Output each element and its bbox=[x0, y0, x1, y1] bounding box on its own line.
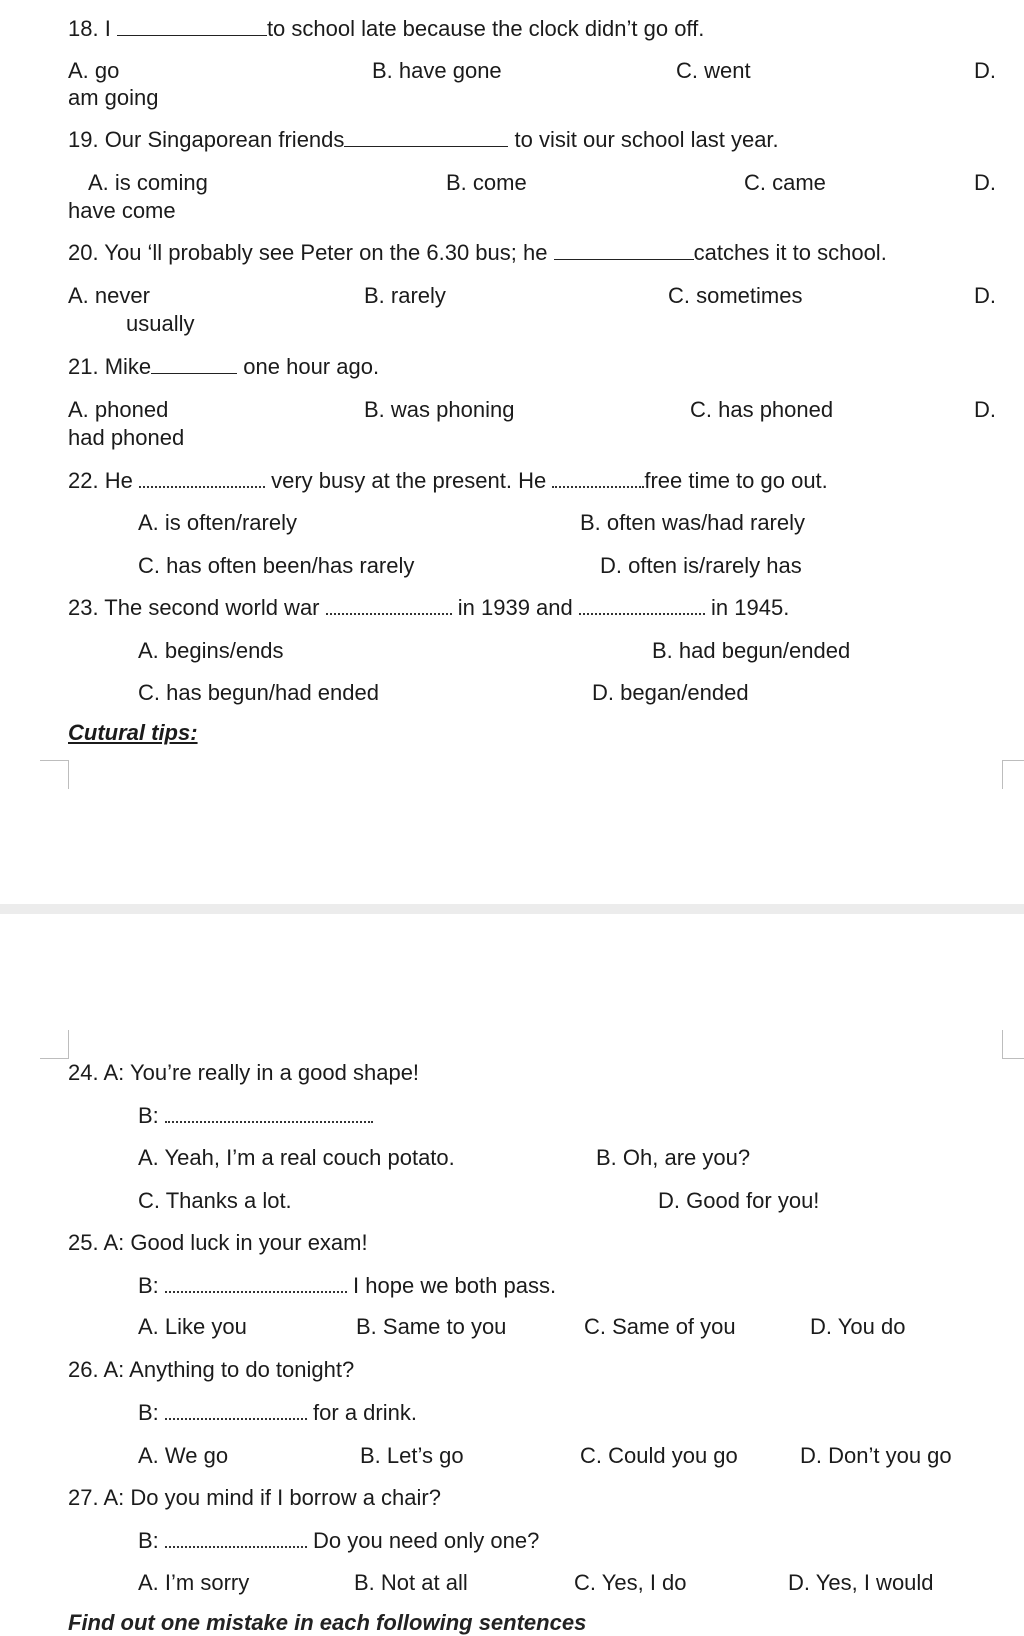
question-27-prompt: 27. A: Do you mind if I borrow a chair? bbox=[68, 1485, 441, 1510]
option-c: C. has begun/had ended bbox=[138, 680, 379, 705]
question-19-text: to visit our school last year. bbox=[514, 127, 779, 152]
option-d: D. Good for you! bbox=[658, 1188, 820, 1213]
speaker-b-text: Do you need only one? bbox=[313, 1528, 540, 1553]
speaker-b-label: B: bbox=[138, 1273, 159, 1298]
option-b: B. had begun/ended bbox=[652, 638, 851, 663]
option-c: C. came bbox=[744, 170, 826, 195]
question-22-part1: 22. He bbox=[68, 468, 133, 493]
question-24-response bbox=[138, 1103, 373, 1129]
answer-blank bbox=[344, 128, 508, 147]
option-c: C. sometimes bbox=[668, 283, 803, 308]
question-22 bbox=[68, 468, 828, 494]
option-d-text: had phoned bbox=[68, 425, 185, 450]
page-corner-mark bbox=[40, 1030, 69, 1059]
speaker-b-label: B: bbox=[138, 1400, 159, 1425]
option-d: D. You do bbox=[810, 1314, 906, 1339]
question-20-stem: 20. You ‘ll probably see Peter on the 6.30 bus; he bbox=[68, 240, 548, 265]
option-a: A. go bbox=[68, 58, 120, 83]
page-break-band bbox=[0, 904, 1024, 914]
question-19-stem: 19. Our Singaporean friends bbox=[68, 127, 345, 152]
option-b: B. Let’s go bbox=[360, 1443, 464, 1468]
option-b: B. Same to you bbox=[356, 1314, 507, 1339]
option-a: A. Yeah, I’m a real couch potato. bbox=[138, 1145, 455, 1170]
answer-blank bbox=[579, 595, 705, 615]
question-18-text: to school late because the clock didn’t go off. bbox=[266, 16, 705, 41]
question-20 bbox=[68, 240, 887, 266]
question-27-response bbox=[138, 1528, 539, 1554]
answer-blank bbox=[165, 1103, 373, 1123]
option-a: A. begins/ends bbox=[138, 638, 284, 663]
answer-blank bbox=[165, 1528, 307, 1548]
question-22-part2: very busy at the present. He bbox=[271, 468, 547, 493]
option-d-text: am going bbox=[68, 85, 159, 110]
question-23-part1: 23. The second world war bbox=[68, 595, 320, 620]
option-a: A. Like you bbox=[138, 1314, 247, 1339]
question-21-text: one hour ago. bbox=[243, 354, 380, 379]
option-d: D. bbox=[974, 397, 996, 422]
option-a: A. phoned bbox=[68, 397, 169, 422]
question-26-prompt: 26. A: Anything to do tonight? bbox=[68, 1357, 355, 1382]
question-18-stem: 18. I bbox=[68, 16, 111, 41]
option-c: C. Thanks a lot. bbox=[138, 1188, 292, 1213]
question-21-stem: 21. Mike bbox=[68, 354, 152, 379]
option-c: C. has phoned bbox=[690, 397, 834, 422]
option-d-text: usually bbox=[126, 311, 195, 336]
option-b: B. rarely bbox=[364, 283, 446, 308]
option-d: D. bbox=[974, 283, 996, 308]
question-26-response bbox=[138, 1400, 417, 1426]
question-25-prompt: 25. A: Good luck in your exam! bbox=[68, 1230, 368, 1255]
option-d: D. bbox=[974, 170, 996, 195]
question-22-part3: free time to go out. bbox=[644, 468, 828, 493]
answer-blank bbox=[151, 355, 237, 374]
question-21 bbox=[68, 354, 379, 380]
option-c: C. Yes, I do bbox=[574, 1570, 687, 1595]
page-corner-mark bbox=[40, 760, 69, 789]
answer-blank bbox=[552, 468, 644, 488]
option-d: D. began/ended bbox=[592, 680, 749, 705]
answer-blank bbox=[139, 468, 265, 488]
option-a: A. I’m sorry bbox=[138, 1570, 250, 1595]
answer-blank bbox=[554, 241, 694, 260]
option-d: D. bbox=[974, 58, 996, 83]
option-c: C. Could you go bbox=[580, 1443, 738, 1468]
option-a: A. We go bbox=[138, 1443, 229, 1468]
option-b: B. Not at all bbox=[354, 1570, 468, 1595]
option-d: D. Don’t you go bbox=[800, 1443, 952, 1468]
option-d: D. Yes, I would bbox=[788, 1570, 934, 1595]
section-heading: Find out one mistake in each following sentences bbox=[68, 1610, 587, 1635]
option-b: B. Oh, are you? bbox=[596, 1145, 751, 1170]
option-c: C. has often been/has rarely bbox=[138, 553, 415, 578]
option-a: A. never bbox=[68, 283, 150, 308]
option-d-text: have come bbox=[68, 198, 176, 223]
answer-blank bbox=[326, 595, 452, 615]
question-19 bbox=[68, 127, 779, 153]
speaker-b-text: for a drink. bbox=[313, 1400, 417, 1425]
question-20-text: catches it to school. bbox=[693, 240, 887, 265]
speaker-b-label: B: bbox=[138, 1103, 159, 1128]
question-24-prompt: 24. A: You’re really in a good shape! bbox=[68, 1060, 420, 1085]
option-a: A. is coming bbox=[88, 170, 208, 195]
option-b: B. often was/had rarely bbox=[580, 510, 806, 535]
option-b: B. have gone bbox=[372, 58, 502, 83]
option-c: C. Same of you bbox=[584, 1314, 736, 1339]
answer-blank bbox=[165, 1400, 307, 1420]
option-b: B. come bbox=[446, 170, 527, 195]
speaker-b-text: I hope we both pass. bbox=[353, 1273, 557, 1298]
option-d: D. often is/rarely has bbox=[600, 553, 802, 578]
page-corner-mark bbox=[1002, 760, 1024, 789]
speaker-b-label: B: bbox=[138, 1528, 159, 1553]
option-c: C. went bbox=[676, 58, 751, 83]
answer-blank bbox=[117, 17, 267, 36]
option-a: A. is often/rarely bbox=[138, 510, 297, 535]
page-corner-mark bbox=[1002, 1030, 1024, 1059]
question-23 bbox=[68, 595, 789, 621]
question-23-part3: in 1945. bbox=[711, 595, 790, 620]
section-heading: Cutural tips: bbox=[68, 720, 198, 745]
question-18 bbox=[68, 16, 704, 42]
question-25-response bbox=[138, 1273, 556, 1299]
option-b: B. was phoning bbox=[364, 397, 515, 422]
question-23-part2: in 1939 and bbox=[457, 595, 573, 620]
answer-blank bbox=[165, 1273, 347, 1293]
